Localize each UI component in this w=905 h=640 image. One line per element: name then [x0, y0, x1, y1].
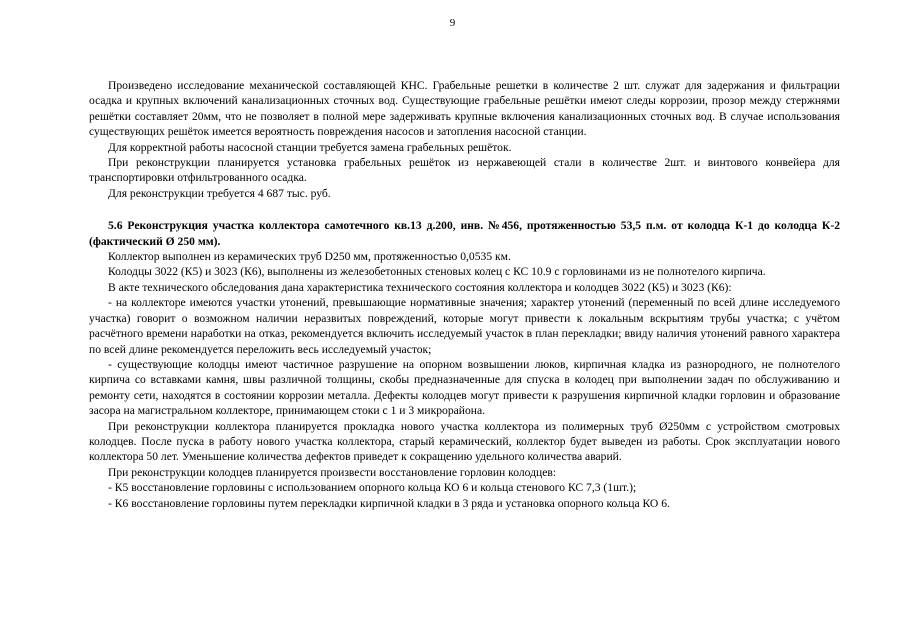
paragraph-collector-material: Коллектор выполнен из керамических труб D250 мм, протяженностью 0,0535 км.: [108, 250, 511, 264]
paragraph-wells-material: Колодцы 3022 (К5) и 3023 (К6), выполнены из железобетонных стеновых колец с КС 10.9 с горловинами из не полнотелого кирпича.: [108, 265, 766, 279]
paragraph-mechanical-study: Произведено исследование механической составляющей КНС. Грабельные решетки в количестве 2 шт. служат для задержания и фильтрации осадка и крупных включений канализационных сточных вод. Существующие грабельные решётки имеют следы коррозии, прозор между стержнями решётки составляет 20мм, что не позволяет в полной мере задерживать крупные включения канализационных сточных вод. В случае использования существующих решёток имеется вероятность повреждения насосов и затопления насосной станции.: [89, 79, 840, 139]
list-item-wells-damage: - существующие колодцы имеют частичное разрушение на опорном возвышении люков, кирпичная кладка из разнородного, не полнотелого кирпича со вставками камня, швы различной толщины, скобы предназначенные для спуска в колодец при выполнении задач по обслуживанию и ремонту сети, находятся в состоянии коррозии металла. Дефекты колодцев могут привести к разрушения кирпичной кладки горловин и образование засора на магистральном коллекторе, принимающем стоки с 1 и 3 микрорайона.: [89, 357, 840, 418]
paragraph-reconstruction-plan: При реконструкции планируется установка грабельных решёток из нержавеющей стали в количестве 2шт. и винтового конвейера для транспортировки отфильтрованного осадка.: [89, 156, 840, 185]
paragraph-collector-reconstruction: При реконструкции коллектора планируется прокладка нового участка коллектора из полимерных труб Ø250мм с устройством смотровых колодцев. После пуска в работу нового участка коллектора, старый керамический, коллектор будет выведен из работы. Срок эксплуатации нового коллектора 50 лет. Уменьшение количества дефектов приведет к сокращению удельного количества аварий.: [89, 419, 840, 464]
paragraph-replacement-needed: Для корректной работы насосной станции требуется замена грабельных решёток.: [108, 140, 512, 154]
page-body: [89, 78, 840, 511]
section-heading: 5.6 Реконструкция участка коллектора самотечного кв.13 д.200, инв. №456, протяженностью 53,5 п.м. от колодца К-1 до колодца К-2 (фактический Ø 250 мм).: [89, 219, 840, 248]
paragraph-wells-reconstruction: При реконструкции колодцев планируется произвести восстановление горловин колодцев:: [108, 465, 557, 479]
section-spacer: [89, 201, 840, 218]
list-item-k6-restoration: - К6 восстановление горловины путем перекладки кирпичной кладки в 3 ряда и установка опорного кольца КО 6.: [108, 496, 670, 510]
list-item-k5-restoration: - К5 восстановление горловины с использованием опорного кольца КО 6 и кольца стенового КС 7,3 (1шт.);: [108, 481, 637, 495]
paragraph-inspection-act: В акте технического обследования дана характеристика технического состояния коллектора и колодцев 3022 (К5) и 3023 (К6):: [108, 280, 732, 294]
list-item-collector-thinning: - на коллекторе имеются участки утонений, превышающие нормативные значения; характер утонений (переменный по всей длине исследуемого участка) говорит о возможном наличии неразвитых повреждений, которые могут привести к локальным вскрытиям трубы участка; с учётом расчётного времени наработки на отказ, рекомендуется включить исследуемый участок в план перекладки; ввиду наличия утонений равного характера по всей длине рекомендуется переложить весь исследуемый участок;: [89, 296, 840, 356]
paragraph-cost: Для реконструкции требуется 4 687 тыс. руб.: [108, 186, 331, 200]
page-number: 9: [449, 17, 456, 29]
